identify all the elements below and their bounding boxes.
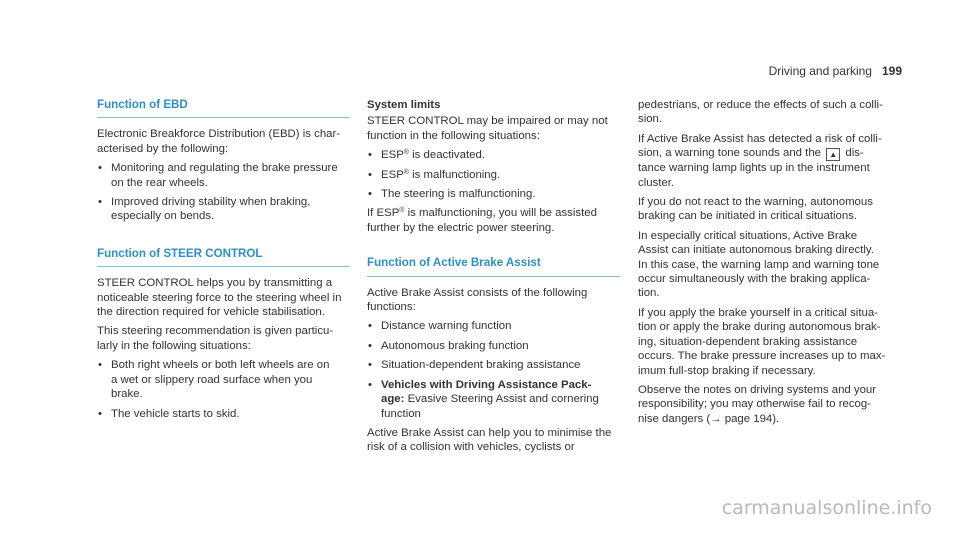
page-number: 199 [881,64,902,78]
paragraph [638,132,896,190]
registered-mark: ® [399,207,405,215]
text-line: the direction required for vehicle stabilisation. [97,306,325,319]
text-line: This steering recommendation is given particu- [97,325,334,338]
warning-vehicle-icon: ▲ [826,148,840,161]
text-line: Active Brake Assist can help you to minimise the [367,426,612,439]
paragraph [638,195,896,224]
text-line: imum full-stop braking if necessary. [638,364,816,377]
ebd-intro [97,127,349,156]
text-line: acterised by the following: [97,142,229,155]
list-item [367,339,620,353]
esp-label: ESP [381,168,404,181]
text-line: If you do not react to the warning, autonomous [638,196,873,209]
text-line: occurs. The brake pressure increases up to max- [638,350,886,363]
text-line: The vehicle starts to skid. [111,407,240,420]
page-header [769,64,902,78]
column-2 [367,98,620,460]
text-line: is malfunctioning. [408,168,501,181]
text-line: larly in the following situations: [97,339,251,352]
paragraph [638,306,896,378]
text-line: functions: [367,301,416,314]
running-header-title: Driving and parking [768,64,872,78]
text-line: responsibility; you may otherwise fail to recog- [638,398,871,411]
text-line: Monitoring and regulating the brake pressure [111,162,338,175]
text-line: on the rear wheels. [111,176,208,189]
text-line: tion. [638,287,660,300]
text-line: is deactivated. [408,149,485,162]
list-item [367,168,620,182]
text-line: In especially critical situations, Active Brake [638,229,858,242]
section-title-active-brake-assist: Function of Active Brake Assist [367,256,620,276]
text-line: function [381,407,421,420]
list-item [97,407,349,421]
text-line: Improved driving stability when braking, [111,196,311,209]
subheading-system-limits: System limits [367,99,441,111]
registered-mark: ® [403,149,409,157]
text-line: is malfunctioning, you will be assisted [404,207,597,220]
text-line: Autonomous braking function [381,339,529,352]
registered-mark: ® [403,168,409,176]
text-line: If you apply the brake yourself in a critical situa- [638,306,878,319]
text-line: Assist can initiate autonomous braking directly. [638,244,874,257]
section-title-ebd: Function of EBD [97,98,349,118]
list-item [367,319,620,333]
text-line: cluster. [638,176,675,189]
text-line: age: [381,393,405,406]
steer-control-list [97,358,349,421]
text-line: function in the following situations: [367,129,540,142]
esp-label: ESP [381,149,404,162]
paragraph [638,98,896,127]
aba-paragraph [367,286,620,315]
text-line: Evasive Steering Assist and cornering [404,393,599,406]
column-1 [97,98,349,426]
text-line: a wet or slippery road surface when you [111,373,313,386]
text-line: Both right wheels or both left wheels are on [111,359,330,372]
text-line: STEER CONTROL may be impaired or may not [367,115,608,128]
limits-list [367,148,620,201]
text-line: Distance warning function [381,320,512,333]
list-item [97,195,349,224]
steer-control-paragraph-2 [97,324,349,353]
text-line: Situation-dependent braking assistance [381,359,581,372]
text-line: pedestrians, or reduce the effects of such a colli- [638,99,883,111]
text-line: tance warning lamp lights up in the instrument [638,162,870,175]
list-item [97,161,349,190]
list-item [97,358,349,401]
text-line: sion, a warning tone sounds and the [638,147,822,160]
text-line: Electronic Breakforce Distribution (EBD) is char- [97,128,341,141]
ebd-list [97,161,349,224]
text-line: noticeable steering force to the steering wheel in [97,291,342,304]
aba-list [367,319,620,420]
page-reference-link[interactable]: nise dangers (→ page 194). [638,412,780,425]
aba-paragraph-2 [367,426,620,455]
list-item [367,148,620,162]
text-line: In this case, the warning lamp and warning tone [638,258,880,271]
paragraph [638,229,896,301]
limits-paragraph-2 [367,206,620,235]
text-line: Vehicles with Driving Assistance Pack- [381,378,592,391]
column-3 [638,98,896,431]
text-line: sion. [638,113,663,126]
text-line: braking can be initiated in critical situations. [638,210,858,223]
text-line: further by the electric power steering. [367,221,555,234]
list-item [367,358,620,372]
steer-control-paragraph [97,276,349,319]
text-line: occur simultaneously with the braking applica- [638,273,871,286]
text-line: Observe the notes on driving systems and your [638,383,877,396]
text-line: STEER CONTROL helps you by transmitting a [97,277,333,290]
limits-paragraph [367,114,620,143]
text-line: risk of a collision with vehicles, cyclists or [367,441,575,454]
text-line: If Active Brake Assist has detected a risk of colli- [638,132,882,145]
text-line: tion or apply the brake during autonomous brak- [638,321,881,334]
watermark: carmanualsonline.info [721,496,932,519]
paragraph [638,383,896,426]
list-item [367,378,620,421]
text-line: brake. [111,388,143,401]
text-line: especially on bends. [111,210,215,223]
list-item [367,187,620,201]
text-line: If ESP [367,207,400,220]
text-line: Active Brake Assist consists of the following [367,286,588,299]
text-line: ing, situation-dependent braking assistance [638,335,858,348]
text-line: dis- [845,147,864,160]
text-line: The steering is malfunctioning. [381,188,536,201]
section-title-steer-control: Function of STEER CONTROL [97,247,349,267]
